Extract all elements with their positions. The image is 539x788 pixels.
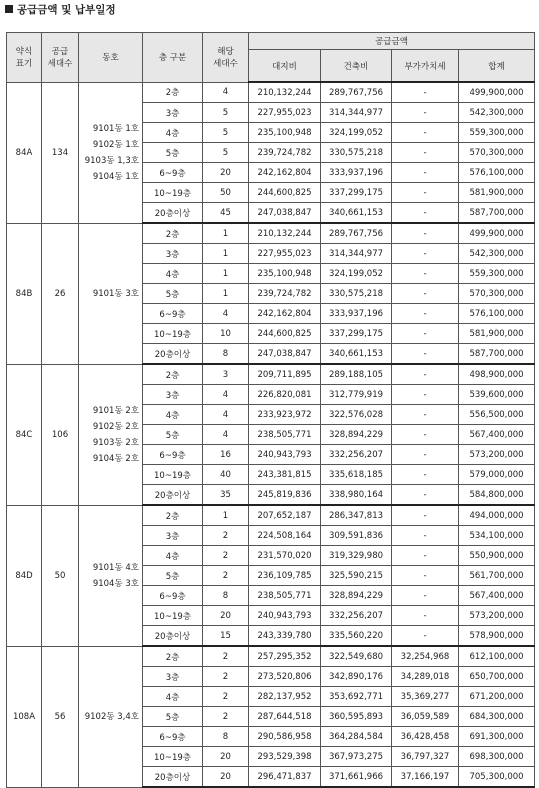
count-cell: 8 bbox=[203, 727, 249, 747]
dong-line: 9101동 3호 bbox=[92, 288, 139, 299]
building-cell: 353,692,771 bbox=[321, 687, 392, 707]
land-cell: 243,381,815 bbox=[249, 465, 321, 485]
floor-cell: 10~19층 bbox=[143, 183, 203, 203]
units-cell: 56 bbox=[42, 646, 79, 787]
land-cell: 290,586,958 bbox=[249, 727, 321, 747]
vat-cell: - bbox=[392, 324, 459, 344]
land-cell: 210,132,244 bbox=[249, 82, 321, 103]
total-cell: 587,700,000 bbox=[459, 203, 535, 224]
floor-cell: 10~19층 bbox=[143, 747, 203, 767]
total-cell: 542,300,000 bbox=[459, 103, 535, 123]
building-cell: 340,661,153 bbox=[321, 344, 392, 365]
count-cell: 50 bbox=[203, 183, 249, 203]
count-cell: 15 bbox=[203, 626, 249, 647]
vat-cell: - bbox=[392, 143, 459, 163]
total-cell: 561,700,000 bbox=[459, 566, 535, 586]
vat-cell: - bbox=[392, 284, 459, 304]
building-cell: 364,284,584 bbox=[321, 727, 392, 747]
type-cell: 84D bbox=[7, 505, 42, 646]
land-cell: 209,711,895 bbox=[249, 364, 321, 385]
dong-cell bbox=[79, 505, 143, 646]
header-units: 공급 세대수 bbox=[42, 33, 79, 83]
vat-cell: - bbox=[392, 445, 459, 465]
land-cell: 242,162,804 bbox=[249, 163, 321, 183]
building-cell: 335,560,220 bbox=[321, 626, 392, 647]
count-cell: 1 bbox=[203, 244, 249, 264]
table-row bbox=[7, 646, 535, 667]
count-cell: 4 bbox=[203, 385, 249, 405]
vat-cell: 36,428,458 bbox=[392, 727, 459, 747]
vat-cell: - bbox=[392, 586, 459, 606]
count-cell: 10 bbox=[203, 324, 249, 344]
building-cell: 322,549,680 bbox=[321, 646, 392, 667]
units-cell: 134 bbox=[42, 82, 79, 223]
dong-line: 9101동 1호 bbox=[92, 123, 139, 134]
land-cell: 245,819,836 bbox=[249, 485, 321, 506]
building-cell: 325,590,215 bbox=[321, 566, 392, 586]
land-cell: 238,505,771 bbox=[249, 425, 321, 445]
floor-cell: 5층 bbox=[143, 566, 203, 586]
count-cell: 20 bbox=[203, 767, 249, 788]
floor-cell: 3층 bbox=[143, 385, 203, 405]
count-cell: 20 bbox=[203, 163, 249, 183]
vat-cell: - bbox=[392, 103, 459, 123]
floor-cell: 3층 bbox=[143, 103, 203, 123]
total-cell: 671,200,000 bbox=[459, 687, 535, 707]
land-cell: 244,600,825 bbox=[249, 324, 321, 344]
count-cell: 4 bbox=[203, 304, 249, 324]
header-total: 합계 bbox=[459, 50, 535, 83]
total-cell: 587,700,000 bbox=[459, 344, 535, 365]
vat-cell: 36,797,327 bbox=[392, 747, 459, 767]
dong-line: 9103동 1,3호 bbox=[84, 155, 139, 166]
type-cell: 84B bbox=[7, 223, 42, 364]
dong-line: 9102동 2호 bbox=[92, 421, 139, 432]
total-cell: 567,400,000 bbox=[459, 425, 535, 445]
table-row bbox=[7, 364, 535, 385]
section-title-text: 공급금액 및 납부일정 bbox=[17, 4, 116, 16]
vat-cell: - bbox=[392, 123, 459, 143]
building-cell: 328,894,229 bbox=[321, 586, 392, 606]
vat-cell: - bbox=[392, 546, 459, 566]
floor-cell: 4층 bbox=[143, 687, 203, 707]
type-cell: 84C bbox=[7, 364, 42, 505]
building-cell: 286,347,813 bbox=[321, 505, 392, 526]
vat-cell: - bbox=[392, 223, 459, 244]
floor-cell: 6~9층 bbox=[143, 163, 203, 183]
floor-cell: 6~9층 bbox=[143, 445, 203, 465]
building-cell: 322,576,028 bbox=[321, 405, 392, 425]
dong-line: 9104동 1호 bbox=[92, 171, 139, 182]
land-cell: 231,570,020 bbox=[249, 546, 321, 566]
dong-line: 9102동 1호 bbox=[92, 139, 139, 150]
count-cell: 1 bbox=[203, 264, 249, 284]
floor-cell: 2층 bbox=[143, 82, 203, 103]
total-cell: 567,400,000 bbox=[459, 586, 535, 606]
land-cell: 227,955,023 bbox=[249, 244, 321, 264]
floor-cell: 10~19층 bbox=[143, 606, 203, 626]
building-cell: 328,894,229 bbox=[321, 425, 392, 445]
floor-cell: 2층 bbox=[143, 646, 203, 667]
vat-cell: - bbox=[392, 425, 459, 445]
table-row bbox=[7, 223, 535, 244]
land-cell: 227,955,023 bbox=[249, 103, 321, 123]
dong-line: 9104동 3호 bbox=[92, 578, 139, 589]
land-cell: 238,505,771 bbox=[249, 586, 321, 606]
land-cell: 236,109,785 bbox=[249, 566, 321, 586]
dong-line: 9101동 2호 bbox=[92, 405, 139, 416]
building-cell: 333,937,196 bbox=[321, 304, 392, 324]
land-cell: 293,529,398 bbox=[249, 747, 321, 767]
land-cell: 273,520,806 bbox=[249, 667, 321, 687]
building-cell: 360,595,893 bbox=[321, 707, 392, 727]
total-cell: 581,900,000 bbox=[459, 183, 535, 203]
total-cell: 584,800,000 bbox=[459, 485, 535, 506]
section-title bbox=[5, 2, 116, 18]
count-cell: 1 bbox=[203, 223, 249, 244]
header-dong: 동호 bbox=[79, 33, 143, 83]
count-cell: 2 bbox=[203, 646, 249, 667]
count-cell: 20 bbox=[203, 747, 249, 767]
dong-line: 9102동 3,4호 bbox=[84, 711, 139, 722]
count-cell: 45 bbox=[203, 203, 249, 224]
table-body bbox=[7, 82, 535, 787]
type-cell: 84A bbox=[7, 82, 42, 223]
floor-cell: 5층 bbox=[143, 284, 203, 304]
total-cell: 499,900,000 bbox=[459, 82, 535, 103]
total-cell: 570,300,000 bbox=[459, 143, 535, 163]
count-cell: 5 bbox=[203, 123, 249, 143]
total-cell: 573,200,000 bbox=[459, 606, 535, 626]
building-cell: 324,199,052 bbox=[321, 264, 392, 284]
floor-cell: 4층 bbox=[143, 546, 203, 566]
total-cell: 494,000,000 bbox=[459, 505, 535, 526]
building-cell: 337,299,175 bbox=[321, 183, 392, 203]
total-cell: 705,300,000 bbox=[459, 767, 535, 788]
total-cell: 556,500,000 bbox=[459, 405, 535, 425]
building-cell: 338,980,164 bbox=[321, 485, 392, 506]
building-cell: 314,344,977 bbox=[321, 103, 392, 123]
total-cell: 650,700,000 bbox=[459, 667, 535, 687]
floor-cell: 10~19층 bbox=[143, 324, 203, 344]
count-cell: 40 bbox=[203, 465, 249, 485]
supply-price-table bbox=[6, 32, 535, 788]
floor-cell: 2층 bbox=[143, 364, 203, 385]
floor-cell: 4층 bbox=[143, 123, 203, 143]
dong-cell bbox=[79, 646, 143, 787]
land-cell: 239,724,782 bbox=[249, 143, 321, 163]
floor-cell: 20층이상 bbox=[143, 485, 203, 506]
total-cell: 684,300,000 bbox=[459, 707, 535, 727]
land-cell: 282,137,952 bbox=[249, 687, 321, 707]
building-cell: 332,256,207 bbox=[321, 445, 392, 465]
units-cell: 26 bbox=[42, 223, 79, 364]
count-cell: 1 bbox=[203, 284, 249, 304]
vat-cell: - bbox=[392, 505, 459, 526]
building-cell: 289,188,105 bbox=[321, 364, 392, 385]
count-cell: 1 bbox=[203, 505, 249, 526]
dong-line: 9101동 4호 bbox=[92, 562, 139, 573]
building-cell: 330,575,218 bbox=[321, 143, 392, 163]
building-cell: 312,779,919 bbox=[321, 385, 392, 405]
total-cell: 612,100,000 bbox=[459, 646, 535, 667]
count-cell: 4 bbox=[203, 405, 249, 425]
land-cell: 247,038,847 bbox=[249, 203, 321, 224]
total-cell: 691,300,000 bbox=[459, 727, 535, 747]
floor-cell: 2층 bbox=[143, 505, 203, 526]
floor-cell: 6~9층 bbox=[143, 727, 203, 747]
vat-cell: - bbox=[392, 566, 459, 586]
land-cell: 240,943,793 bbox=[249, 445, 321, 465]
total-cell: 498,900,000 bbox=[459, 364, 535, 385]
vat-cell: - bbox=[392, 385, 459, 405]
vat-cell: - bbox=[392, 203, 459, 224]
floor-cell: 20층이상 bbox=[143, 203, 203, 224]
vat-cell: 34,289,018 bbox=[392, 667, 459, 687]
building-cell: 289,767,756 bbox=[321, 82, 392, 103]
count-cell: 4 bbox=[203, 82, 249, 103]
table-header bbox=[7, 33, 535, 83]
dong-line: 9103동 2호 bbox=[92, 437, 139, 448]
floor-cell: 20층이상 bbox=[143, 344, 203, 365]
building-cell: 309,591,836 bbox=[321, 526, 392, 546]
building-cell: 335,618,185 bbox=[321, 465, 392, 485]
total-cell: 559,300,000 bbox=[459, 123, 535, 143]
dong-cell bbox=[79, 82, 143, 223]
total-cell: 559,300,000 bbox=[459, 264, 535, 284]
vat-cell: - bbox=[392, 163, 459, 183]
total-cell: 550,900,000 bbox=[459, 546, 535, 566]
vat-cell: - bbox=[392, 304, 459, 324]
units-cell: 50 bbox=[42, 505, 79, 646]
total-cell: 579,000,000 bbox=[459, 465, 535, 485]
count-cell: 16 bbox=[203, 445, 249, 465]
count-cell: 20 bbox=[203, 606, 249, 626]
total-cell: 578,900,000 bbox=[459, 626, 535, 647]
count-cell: 35 bbox=[203, 485, 249, 506]
land-cell: 244,600,825 bbox=[249, 183, 321, 203]
land-cell: 243,339,780 bbox=[249, 626, 321, 647]
count-cell: 2 bbox=[203, 667, 249, 687]
land-cell: 242,162,804 bbox=[249, 304, 321, 324]
total-cell: 570,300,000 bbox=[459, 284, 535, 304]
total-cell: 576,100,000 bbox=[459, 163, 535, 183]
count-cell: 4 bbox=[203, 425, 249, 445]
floor-cell: 20층이상 bbox=[143, 626, 203, 647]
land-cell: 235,100,948 bbox=[249, 264, 321, 284]
count-cell: 5 bbox=[203, 103, 249, 123]
floor-cell: 2층 bbox=[143, 223, 203, 244]
floor-cell: 3층 bbox=[143, 667, 203, 687]
dong-line: 9104동 2호 bbox=[92, 453, 139, 464]
vat-cell: - bbox=[392, 364, 459, 385]
header-floor: 층 구분 bbox=[143, 33, 203, 83]
land-cell: 207,652,187 bbox=[249, 505, 321, 526]
total-cell: 542,300,000 bbox=[459, 244, 535, 264]
count-cell: 2 bbox=[203, 526, 249, 546]
vat-cell: - bbox=[392, 626, 459, 647]
total-cell: 534,100,000 bbox=[459, 526, 535, 546]
header-count: 해당 세대수 bbox=[203, 33, 249, 83]
land-cell: 210,132,244 bbox=[249, 223, 321, 244]
land-cell: 239,724,782 bbox=[249, 284, 321, 304]
header-land: 대지비 bbox=[249, 50, 321, 83]
floor-cell: 20층이상 bbox=[143, 767, 203, 788]
vat-cell: - bbox=[392, 606, 459, 626]
total-cell: 539,600,000 bbox=[459, 385, 535, 405]
floor-cell: 6~9층 bbox=[143, 586, 203, 606]
vat-cell: - bbox=[392, 264, 459, 284]
count-cell: 8 bbox=[203, 586, 249, 606]
header-type: 약식 표기 bbox=[7, 33, 42, 83]
floor-cell: 5층 bbox=[143, 707, 203, 727]
building-cell: 330,575,218 bbox=[321, 284, 392, 304]
building-cell: 314,344,977 bbox=[321, 244, 392, 264]
floor-cell: 5층 bbox=[143, 143, 203, 163]
land-cell: 240,943,793 bbox=[249, 606, 321, 626]
building-cell: 333,937,196 bbox=[321, 163, 392, 183]
floor-cell: 4층 bbox=[143, 264, 203, 284]
land-cell: 226,820,081 bbox=[249, 385, 321, 405]
count-cell: 2 bbox=[203, 687, 249, 707]
dong-cell bbox=[79, 364, 143, 505]
total-cell: 573,200,000 bbox=[459, 445, 535, 465]
count-cell: 3 bbox=[203, 364, 249, 385]
building-cell: 342,890,176 bbox=[321, 667, 392, 687]
land-cell: 296,471,837 bbox=[249, 767, 321, 788]
count-cell: 2 bbox=[203, 566, 249, 586]
square-bullet-icon bbox=[5, 5, 13, 13]
vat-cell: 32,254,968 bbox=[392, 646, 459, 667]
vat-cell: 35,369,277 bbox=[392, 687, 459, 707]
count-cell: 5 bbox=[203, 143, 249, 163]
dong-cell bbox=[79, 223, 143, 364]
floor-cell: 3층 bbox=[143, 244, 203, 264]
count-cell: 2 bbox=[203, 546, 249, 566]
floor-cell: 5층 bbox=[143, 425, 203, 445]
total-cell: 698,300,000 bbox=[459, 747, 535, 767]
land-cell: 257,295,352 bbox=[249, 646, 321, 667]
building-cell: 319,329,980 bbox=[321, 546, 392, 566]
units-cell: 106 bbox=[42, 364, 79, 505]
building-cell: 367,973,275 bbox=[321, 747, 392, 767]
vat-cell: - bbox=[392, 465, 459, 485]
vat-cell: 36,059,589 bbox=[392, 707, 459, 727]
count-cell: 2 bbox=[203, 707, 249, 727]
vat-cell: - bbox=[392, 344, 459, 365]
building-cell: 289,767,756 bbox=[321, 223, 392, 244]
land-cell: 287,644,518 bbox=[249, 707, 321, 727]
floor-cell: 10~19층 bbox=[143, 465, 203, 485]
header-building: 건축비 bbox=[321, 50, 392, 83]
total-cell: 581,900,000 bbox=[459, 324, 535, 344]
building-cell: 332,256,207 bbox=[321, 606, 392, 626]
vat-cell: - bbox=[392, 82, 459, 103]
building-cell: 324,199,052 bbox=[321, 123, 392, 143]
land-cell: 247,038,847 bbox=[249, 344, 321, 365]
building-cell: 340,661,153 bbox=[321, 203, 392, 224]
land-cell: 235,100,948 bbox=[249, 123, 321, 143]
table-row bbox=[7, 505, 535, 526]
total-cell: 576,100,000 bbox=[459, 304, 535, 324]
floor-cell: 6~9층 bbox=[143, 304, 203, 324]
land-cell: 224,508,164 bbox=[249, 526, 321, 546]
vat-cell: - bbox=[392, 526, 459, 546]
vat-cell: - bbox=[392, 485, 459, 506]
vat-cell: - bbox=[392, 244, 459, 264]
land-cell: 233,923,972 bbox=[249, 405, 321, 425]
floor-cell: 3층 bbox=[143, 526, 203, 546]
header-vat: 부가가치세 bbox=[392, 50, 459, 83]
floor-cell: 4층 bbox=[143, 405, 203, 425]
vat-cell: 37,166,197 bbox=[392, 767, 459, 788]
vat-cell: - bbox=[392, 183, 459, 203]
count-cell: 8 bbox=[203, 344, 249, 365]
building-cell: 371,661,966 bbox=[321, 767, 392, 788]
table-row bbox=[7, 82, 535, 103]
building-cell: 337,299,175 bbox=[321, 324, 392, 344]
vat-cell: - bbox=[392, 405, 459, 425]
type-cell: 108A bbox=[7, 646, 42, 787]
header-price-group: 공급금액 bbox=[249, 33, 535, 50]
total-cell: 499,900,000 bbox=[459, 223, 535, 244]
